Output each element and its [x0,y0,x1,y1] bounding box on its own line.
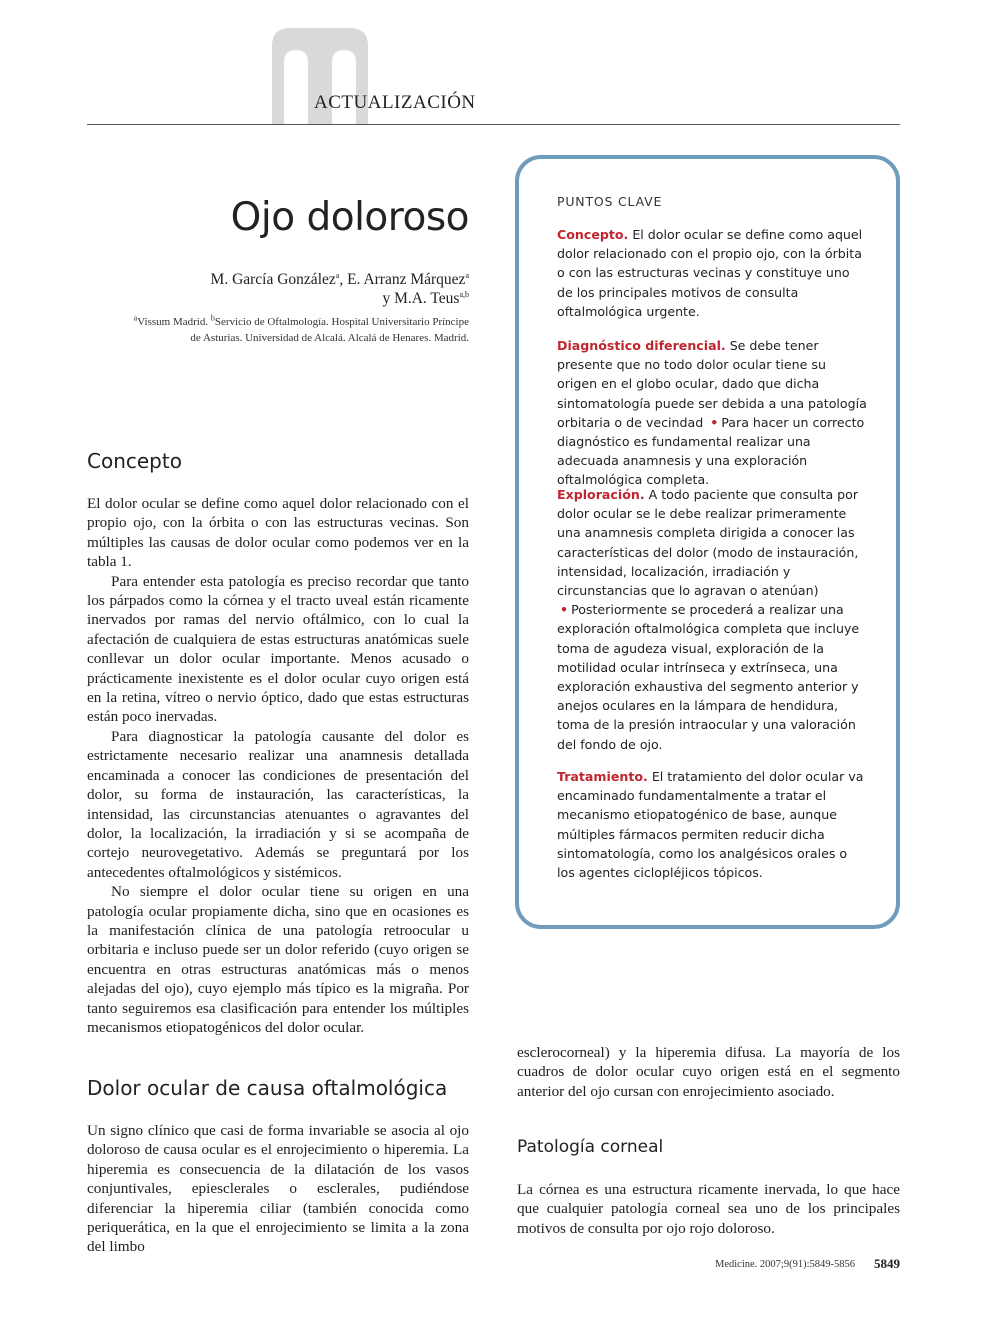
dolor-ocular-body-right: esclerocorneal) y la hiperemia difusa. La mayoría de los cuadros de dolor ocular cuyo origen está en el segmento anterior del ojo cursan con enrojecimiento asociado. [517,1044,900,1100]
key-point-label: Exploración. [557,487,645,502]
key-point-label: Diagnóstico diferencial. [557,338,726,353]
key-point-tratamiento: Tratamiento. El tratamiento del dolor ocular va encaminado fundamentalmente a tratar el mecanismo etiopatogénico de base, aunque múltiples fármacos permiten reducir dicha sintomatología, como los analgésicos orales o los agentes ciclopléjicos tópicos. [557,769,864,881]
key-point-diagnostico: Diagnóstico diferencial. Se debe tener presente que no todo dolor ocular tiene su origen en el globo ocular, dado que dicha sintomatología puede ser debida a una patología orbitaria o de vecindad • Para hacer un correcto diagnóstico es fundamental realizar una adecuada anamnesis y una exploración oftalmológica completa. [557,338,867,488]
author-arranz: , E. Arranz Márquez [339,271,466,288]
patologia-corneal-body: La córnea es una estructura ricamente inervada, lo que hace que cualquier patología corneal sea uno de los principales motivos de consulta por ojo rojo doloroso. [517,1181,900,1237]
key-points-title: PUNTOS CLAVE [557,194,663,209]
concepto-paragraph: El dolor ocular se define como aquel dolor relacionado con el propio ojo, con la órbita o con las estructuras vecinas. Son múltiples las causas de dolor ocular como podemos ver en la tabla 1. [87,495,469,571]
author-teus: y M.A. Teus [382,290,460,307]
author-garcia: M. García González [210,271,336,288]
key-point-label: Concepto. [557,227,629,242]
affiliations: $^a$Vissum Madrid. $^b$Servicio de Oftalmología. Hospital Universitario Príncipe de Asturias. Universidad de Alcalá. Alcalá de Henares. Madrid. [133,313,469,344]
key-points-box [515,155,900,929]
dolor-ocular-body-left: Un signo clínico que casi de forma invariable se asocia al ojo doloroso de causa ocular es el enrojecimiento o hiperemia. La hiperemia es consecuencia de la dilatación de los vasos conjuntivales, epiesclerales o esclerales, pudiéndose diferenciar la hiperemia ciliar (también conocida como periquerática, en la que el enrojecimiento se limita a la zona del limbo [87,1122,469,1256]
concepto-paragraph: No siempre el dolor ocular tiene su origen en una patología ocular propiamente dicha, sino que en ocasiones es la manifestación clínica de una patología retroocular u orbitaria e incluso puede ser un dolor referido (cuyo origen se encuentra en otras estructuras anatómicas más o menos alejadas del ojo), cuyo ejemplo más típico es la migraña. Por tanto seguiremos esa clasificación para entender los múltiples mecanismos etiopatogénicos del dolor ocular. [87,883,469,1036]
bullet-icon: • [560,602,569,618]
article-title: Ojo doloroso [230,195,469,240]
heading-concepto: Concepto [87,449,182,473]
bullet-icon: • [710,414,719,430]
concepto-body [87,494,469,1037]
key-point-label: Tratamiento. [557,769,648,784]
section-label: ACTUALIZACIÓN [314,92,476,113]
key-point-concepto: Concepto. El dolor ocular se define como aquel dolor relacionado con el propio ojo, con la órbita o con las estructuras vecinas y constituye uno de los principales motivos de consulta oftalmológica urgente. [557,227,863,319]
page-number: 5849 [874,1256,900,1271]
authors: M. García González$^a$, E. Arranz Márquez$^a$ y M.A. Teus$^{a,b}$ [210,270,469,307]
concepto-paragraph: Para diagnosticar la patología causante del dolor es estrictamente necesario realizar una anamnesis detallada encaminada a conocer las condiciones de presentación del dolor, su forma de instauración, las características, la intensidad, las circunstancias atenuantes o agravantes del dolor, la localización, la irradiación y si se acompaña de cortejo neurovegetativo. Además se preguntará por los antecedentes oftalmológicos y sistémicos. [87,727,469,881]
heading-dolor-ocular: Dolor ocular de causa oftalmológica [87,1076,448,1100]
key-point-exploracion: Exploración. A todo paciente que consulta por dolor ocular se le debe realizar primeramente una anamnesis completa dirigida a conocer las características del dolor (modo de instauración, intensidad, localización, irradiación y circunstancias que lo agravan o atenúan) • Posteriormente se procederá a realizar una exploración oftalmológica completa que incluye toma de agudeza visual, exploración de la motilidad ocular intrínseca y extrínseca, una exploración exhaustiva del segmento anterior y anejos oculares en la lámpara de hendidura, toma de la presión intraocular y una valoración del fondo de ojo. [557,487,860,752]
footer-citation: Medicine. 2007;9(91):5849-5856 [715,1259,855,1270]
header-divider [87,124,900,125]
heading-patologia-corneal: Patología corneal [517,1137,664,1157]
concepto-paragraph: Para entender esta patología es preciso recordar que tanto los párpados como la córnea y el tracto uveal están ricamente inervados por ramas del nervio oftálmico, con lo cual la afectación de cualquiera de estas estructuras anatómicas suele conllevar un dolor ocular importante. Menos acusado o prácticamente inexistente es el dolor ocular cuyo origen está en la retina, vítreo o nervio óptico, dado que estas estructuras están poco inervadas. [87,572,469,726]
